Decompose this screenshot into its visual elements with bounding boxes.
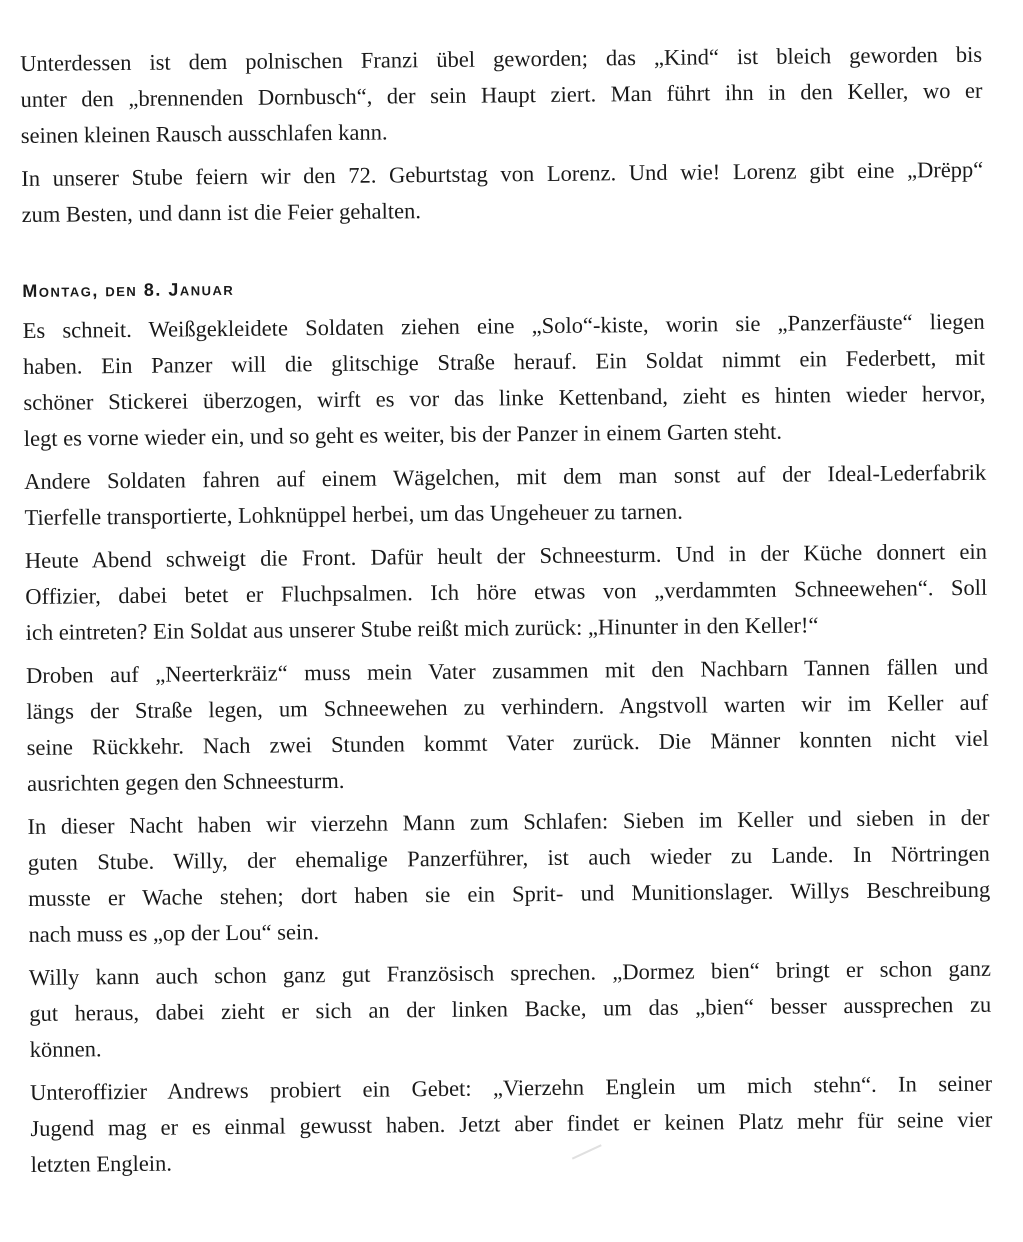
text-line: nach muss es „op der Lou“ sein. — [28, 919, 320, 947]
text-line: Droben auf „Neerterkräiz“ muss mein Vater zusammen mit den Nachbarn Tannen fällen und — [25, 653, 989, 688]
text-section-after — [23, 304, 993, 1183]
paragraph — [24, 455, 987, 536]
text-line: letzten Englein. — [30, 1150, 173, 1177]
paragraph — [29, 951, 992, 1068]
paragraph — [27, 800, 990, 953]
text-line: In dieser Nacht haben wir vierzehn Mann zum Schlafen: Sieben im Keller und sieben in der — [27, 804, 990, 839]
text-line: Offizier, dabei betet er Fluchpsalmen. Ich höre etwas von „verdammten Schneewehen“. Soll — [25, 574, 988, 609]
text-line: seine Rückkehr. Nach zwei Stunden kommt Vater zurück. Die Männer konnten nicht viel — [26, 725, 989, 760]
paragraph — [20, 37, 983, 154]
text-line: ausrichten gegen den Schneesturm. — [26, 767, 345, 796]
section-heading: Montag, den 8. Januar — [22, 278, 235, 301]
paragraph — [25, 534, 988, 651]
text-line: legt es vorne wieder ein, und so geht es weiter, bis der Panzer in einem Garten steht. — [23, 418, 783, 451]
text-line: Es schneit. Weißgekleidete Soldaten ziehen eine „Solo“-kiste, worin sie „Panzerfäuste“ liegen — [22, 308, 985, 343]
paragraph — [30, 1066, 993, 1183]
text-line: haben. Ein Panzer will die glitschige Straße herauf. Ein Soldat nimmt ein Federbett, mit — [22, 344, 986, 379]
text-line: seinen kleinen Rausch ausschlafen kann. — [20, 119, 388, 148]
text-line: guten Stube. Willy, der ehemalige Panzerführer, ist auch wieder zu Lande. In Nörtringen — [27, 840, 990, 875]
text-line: zum Besten, und dann ist die Feier gehalten. — [21, 198, 422, 227]
paragraph — [21, 152, 984, 233]
text-line: Tierfelle transportierte, Lohknüppel herbei, um das Ungeheuer zu tarnen. — [24, 498, 683, 530]
text-line: unter den „brennenden Dornbusch“, der sein Haupt ziert. Man führt ihn in den Keller, wo er — [20, 77, 983, 112]
text-line: Unteroffizier Andrews probiert ein Gebet: „Vierzehn Englein um mich stehn“. In seiner — [29, 1070, 993, 1105]
document-page — [20, 37, 993, 1190]
text-line: In unserer Stube feiern wir den 72. Geburtstag von Lorenz. Und wie! Lorenz gibt eine „Drëpp“ — [21, 156, 984, 191]
text-line: musste er Wache stehen; dort haben sie ein Sprit- und Munitionslager. Willys Beschreibung — [28, 876, 991, 911]
paragraph — [26, 649, 989, 802]
text-line: Unterdessen ist dem polnischen Franzi übel geworden; das „Kind“ ist bleich geworden bis — [20, 41, 983, 76]
text-section-before — [20, 37, 984, 233]
text-line: Heute Abend schweigt die Front. Dafür heult der Schneesturm. Und in der Küche donnert ein — [24, 538, 988, 573]
text-line: schöner Stickerei überzogen, wirft es vor das linke Kettenband, zieht es hinten wieder hervor, — [23, 380, 986, 415]
text-line: Willy kann auch schon ganz gut Französisch sprechen. „Dormez bien“ bringt er schon ganz — [28, 955, 992, 990]
text-line: Andere Soldaten fahren auf einem Wägelchen, mit dem man sonst auf der Ideal-Lederfabrik — [24, 459, 987, 494]
text-line: können. — [29, 1036, 102, 1062]
text-line: Jugend mag er es einmal gewusst haben. Jetzt aber findet er keinen Platz mehr für seine vier — [30, 1106, 993, 1141]
text-line: ich eintreten? Ein Soldat aus unserer Stube reißt mich zurück: „Hinunter in den Keller!“ — [25, 612, 819, 645]
paragraph — [23, 304, 986, 457]
text-line: längs der Straße legen, um Schneewehen zu verhindern. Angstvoll warten wir im Keller auf — [26, 689, 989, 724]
text-line: gut heraus, dabei zieht er sich an der linken Backe, um das „bien“ besser aussprechen zu — [29, 991, 992, 1026]
